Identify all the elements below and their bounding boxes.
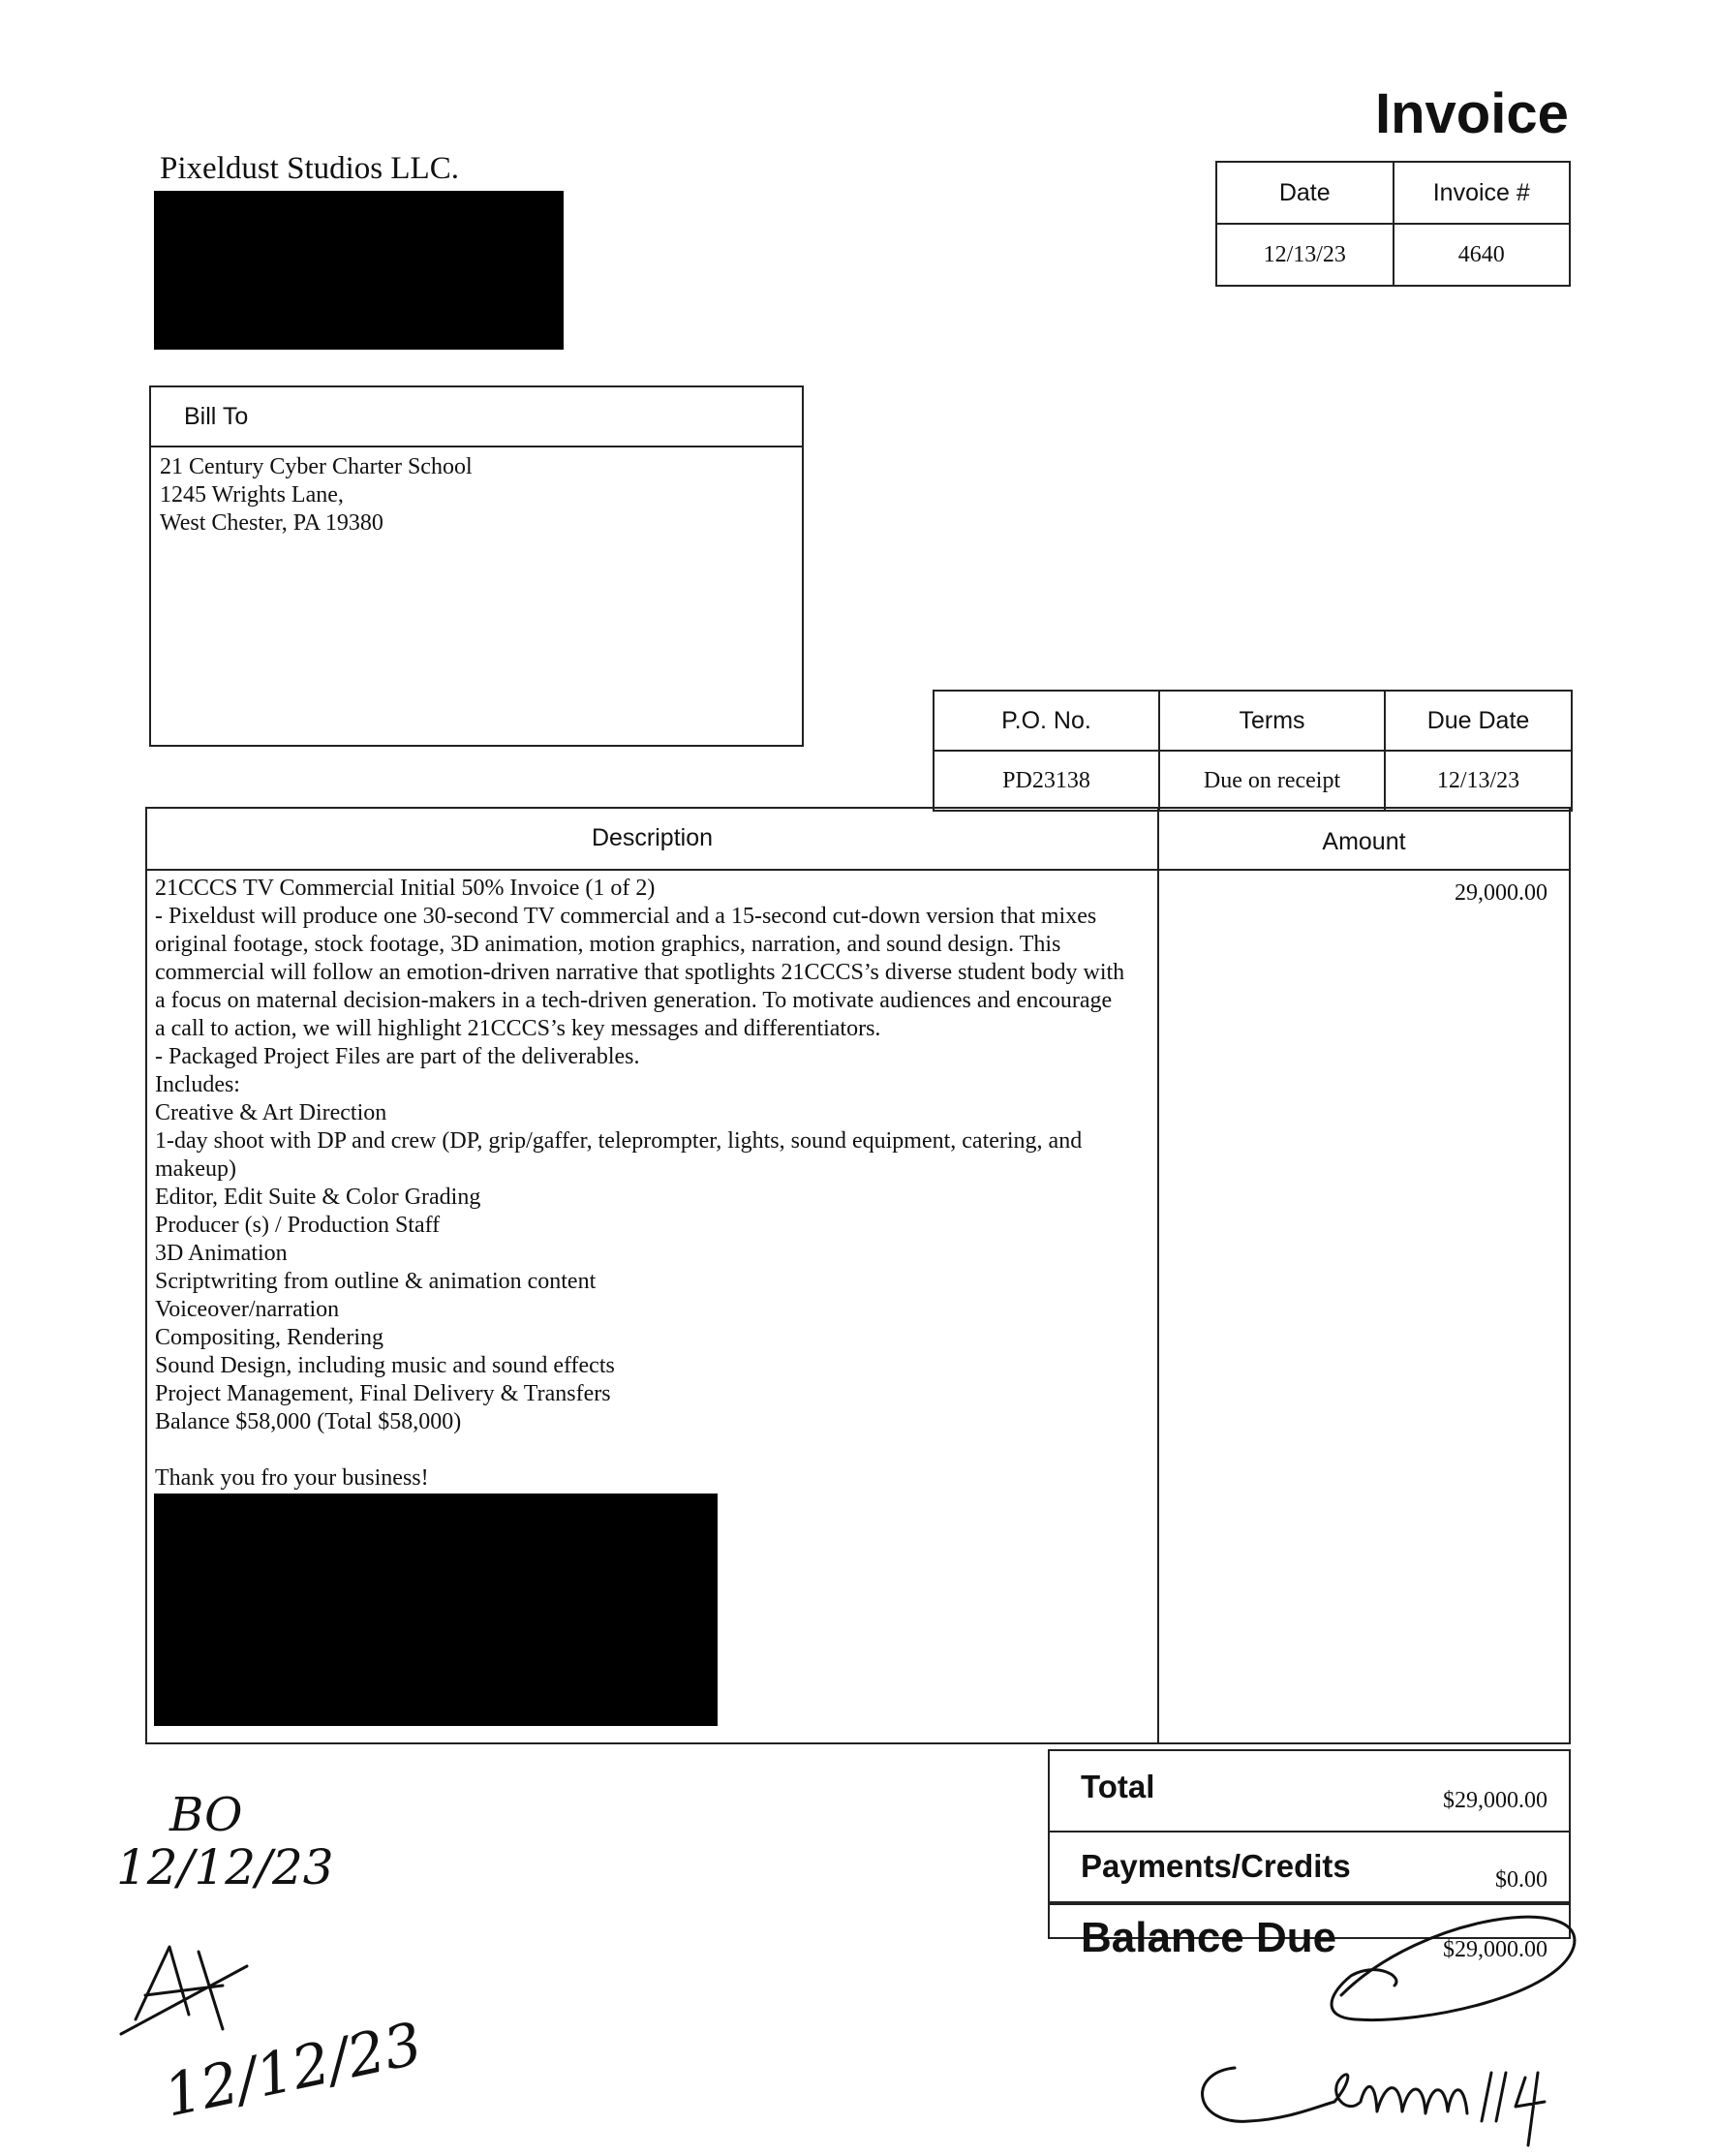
payments-amount: $0.00: [1495, 1867, 1547, 1893]
description-line: Producer (s) / Production Staff: [155, 1213, 441, 1238]
column-divider: [1157, 809, 1159, 1742]
description-line: makeup): [155, 1156, 236, 1182]
description-line: [155, 1436, 1148, 1464]
description-line: Creative & Art Direction: [155, 1100, 387, 1125]
handwritten-date: 12/12/23: [158, 2010, 428, 2131]
invoice-meta-table: [1215, 161, 1571, 287]
bill-to-label: Bill To: [184, 403, 249, 430]
description-line: Compositing, Rendering: [155, 1325, 383, 1350]
totals-divider: [1050, 1831, 1569, 1833]
po-number-label: P.O. No.: [934, 691, 1159, 751]
description-header: Description: [591, 824, 714, 851]
bill-to-address: [160, 453, 473, 538]
description-line: Project Management, Final Delivery & Transfers: [155, 1381, 611, 1406]
redacted-address-block: [154, 191, 564, 350]
description-line: a focus on maternal decision-makers in a tech-driven generation. To motivate audiences and encourage: [155, 988, 1113, 1013]
handwritten-date: 12/12/23: [116, 1839, 334, 1895]
description-line: Voiceover/narration: [155, 1297, 340, 1322]
description-line: Editor, Edit Suite & Color Grading: [155, 1185, 481, 1210]
description-line: 1-day shoot with DP and crew (DP, grip/gaffer, teleprompter, lights, sound equipment, catering, and: [155, 1128, 1083, 1154]
description-line: Includes:: [155, 1072, 240, 1097]
description-line: a call to action, we will highlight 21CCCS’s key messages and differentiators.: [155, 1016, 881, 1041]
invoice-number: 4640: [1394, 224, 1571, 286]
bill-to-line: 1245 Wrights Lane,: [160, 482, 344, 508]
redacted-signature-block: [154, 1494, 718, 1726]
invoice-number-label: Invoice #: [1394, 162, 1571, 224]
balance-due-amount: $29,000.00: [1443, 1937, 1547, 1962]
line-item-description: [155, 875, 1148, 1493]
handwritten-signature: [1203, 2068, 1545, 2145]
totals-divider: [1050, 1901, 1569, 1905]
description-line: Scriptwriting from outline & animation content: [155, 1269, 597, 1294]
total-amount: $29,000.00: [1443, 1788, 1547, 1813]
payment-terms: Due on receipt: [1159, 751, 1385, 811]
po-number: PD23138: [934, 751, 1159, 811]
header-divider: [147, 869, 1569, 871]
due-date: 12/13/23: [1385, 751, 1572, 811]
totals-box: [1048, 1749, 1571, 1962]
handwritten-signature: [121, 1947, 247, 2034]
company-name: Pixeldust Studios LLC.: [160, 151, 459, 186]
terms-label: Terms: [1159, 691, 1385, 751]
terms-table: [933, 690, 1573, 812]
description-line: original footage, stock footage, 3D animation, motion graphics, narration, and sound design. This: [155, 932, 1061, 957]
payments-label: Payments/Credits: [1081, 1848, 1351, 1884]
date-label: Date: [1216, 162, 1394, 224]
balance-due-label: Balance Due: [1081, 1914, 1337, 1961]
bill-to-divider: [151, 446, 802, 447]
total-label: Total: [1081, 1769, 1155, 1804]
description-line: Sound Design, including music and sound effects: [155, 1353, 615, 1378]
amount-header: Amount: [1322, 828, 1406, 855]
description-line: Balance $58,000 (Total $58,000): [155, 1409, 462, 1434]
bill-to-line: West Chester, PA 19380: [160, 510, 383, 536]
handwritten-initials: BO: [169, 1788, 243, 1842]
invoice-date: 12/13/23: [1216, 224, 1394, 286]
bill-to-box: [149, 385, 804, 747]
description-line: - Pixeldust will produce one 30-second TV commercial and a 15-second cut-down version that mixes: [155, 904, 1097, 929]
line-item-amount: 29,000.00: [1455, 880, 1547, 906]
bill-to-line: 21 Century Cyber Charter School: [160, 454, 473, 479]
description-line: Thank you fro your business!: [155, 1465, 429, 1491]
invoice-title: Invoice: [1375, 82, 1569, 145]
description-line: commercial will follow an emotion-driven narrative that spotlights 21CCCS’s diverse student body with: [155, 960, 1125, 985]
due-date-label: Due Date: [1385, 691, 1572, 751]
description-line: 21CCCS TV Commercial Initial 50% Invoice (1 of 2): [155, 876, 656, 901]
description-line: - Packaged Project Files are part of the deliverables.: [155, 1044, 640, 1069]
description-line: 3D Animation: [155, 1241, 288, 1266]
